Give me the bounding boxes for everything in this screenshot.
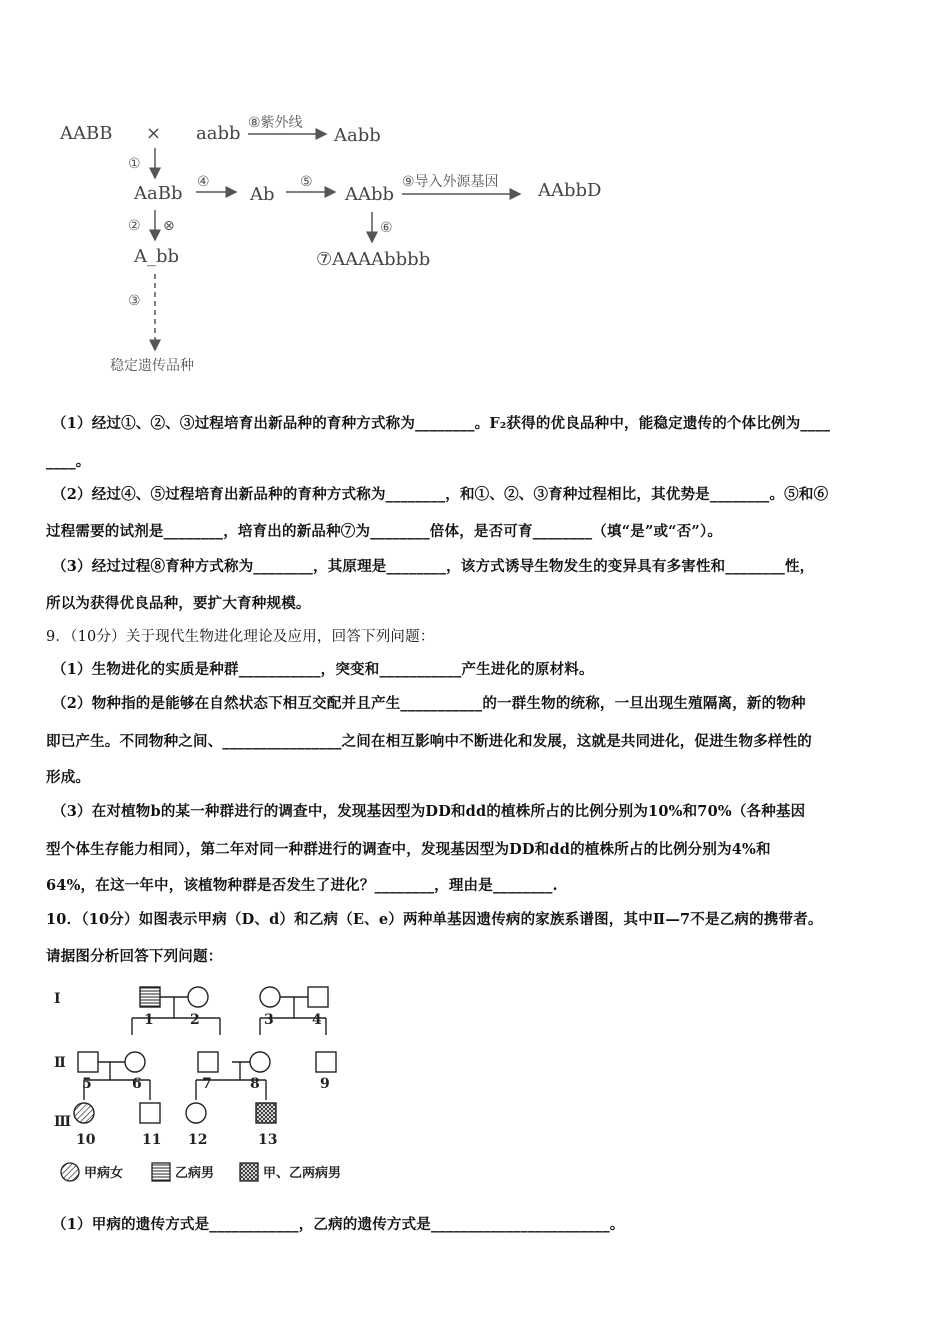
person-8-female: [250, 1052, 270, 1072]
person-6-female: [125, 1052, 145, 1072]
label-5: 5: [82, 1076, 92, 1092]
tetraploid-product: ⑦AAAAbbbb: [316, 249, 431, 270]
label-4: 4: [312, 1012, 322, 1028]
question-10-title: 10．（10分）如图表示甲病（D、d）和乙病（E、e）两种单基因遗传病的家族系谱图，其中Ⅱ—7不是乙病的携带者。: [46, 911, 823, 928]
q9-part3: （3）在对植物b的某一种群进行的调查中，发现基因型为DD和dd的植株所占的比例分别为10%和70%（各种基因: [52, 803, 806, 820]
legend-disease-b-male: 乙病男: [175, 1166, 215, 1181]
question-9-title: 9．（10分）关于现代生物进化理论及应用，回答下列问题：: [46, 629, 435, 645]
person-7-male: [198, 1052, 218, 1072]
cross-symbol: ×: [146, 123, 162, 144]
q9-part2-cont: 即已产生。不同物种之间、________________之间在相互影响中不断进化和发展，这就是共同进化，促进生物多样性的: [46, 733, 812, 750]
question-10-instruction: 请据图分析回答下列问题：: [46, 948, 223, 965]
label-10: 10: [76, 1132, 96, 1148]
label-1: 1: [144, 1012, 154, 1028]
q9-part3-cont: 型个体生存能力相同），第二年对同一种群进行的调查中，发现基因型为DD和dd的植株所占的比例分别为4%和: [46, 841, 771, 858]
step3-label: ③: [128, 293, 141, 309]
step1-label: ①: [128, 156, 141, 172]
offspring-a-bb: A_bb: [134, 246, 180, 267]
q8-part3: （3）经过过程⑧育种方式称为________，其原理是________，该方式诱导生物发生的变异具有多害性和________性，: [52, 558, 815, 575]
mutant-aabb: Aabb: [334, 125, 381, 146]
generation-2-label: Ⅱ: [54, 1055, 66, 1071]
person-4-male: [308, 987, 328, 1007]
legend-disease-b-male-icon: [152, 1163, 170, 1181]
selfing-symbol: ⊗: [163, 218, 175, 234]
diploid-aabb: AAbb: [345, 184, 395, 205]
parent-aabb-recessive: aabb: [196, 123, 241, 144]
person-2-female: [188, 987, 208, 1007]
generation-3-label: Ⅲ: [54, 1114, 72, 1130]
step4-label: ④: [197, 174, 210, 190]
f1-aabb: AaBb: [134, 183, 183, 204]
label-2: 2: [190, 1012, 200, 1028]
label-7: 7: [202, 1076, 212, 1092]
q8-part1: （1）经过①、②、③过程培育出新品种的育种方式称为________。F₂获得的优良品种中，能稳定遗传的个体比例为____: [52, 415, 831, 432]
q8-part2-cont: 过程需要的试剂是________，培育出的新品种⑦为________倍体，是否可育________（填“是”或“否”）。: [46, 523, 723, 540]
q8-part3-cont: 所以为获得优良品种，要扩大育种规模。: [46, 595, 311, 612]
q8-part2: （2）经过④、⑤过程培育出新品种的育种方式称为________，和①、②、③育种过程相比，其优势是________。⑤和⑥: [52, 486, 829, 503]
pedigree-chart: [40, 975, 380, 1195]
q9-part2-end: 形成。: [46, 769, 91, 786]
legend-both-diseases-male: 甲、乙两病男: [263, 1166, 342, 1181]
legend-disease-a-female-icon: [61, 1163, 79, 1181]
label-9: 9: [320, 1076, 330, 1092]
parent-aabb-dominant: AABB: [60, 123, 113, 144]
transgenic-aabbd: AAbbD: [538, 180, 602, 201]
step6-label: ⑥: [380, 220, 393, 236]
person-11-male: [140, 1103, 160, 1123]
breeding-diagram: [0, 100, 640, 390]
step2-label: ②: [128, 218, 141, 234]
legend-both-diseases-male-icon: [240, 1163, 258, 1181]
label-8: 8: [250, 1076, 260, 1092]
person-12-female: [186, 1103, 206, 1123]
haploid-ab: Ab: [250, 184, 275, 205]
label-12: 12: [188, 1132, 208, 1148]
step5-label: ⑤: [300, 174, 313, 190]
generation-1-label: Ⅰ: [54, 991, 61, 1007]
label-6: 6: [132, 1076, 142, 1092]
q9-part1: （1）生物进化的实质是种群___________，突变和___________产生进化的原材料。: [52, 661, 594, 678]
q9-part3-end: 64%，在这一年中，该植物种群是否发生了进化？________，理由是________.: [46, 877, 558, 894]
step9-label: ⑨导入外源基因: [402, 174, 499, 190]
person-3-female: [260, 987, 280, 1007]
legend-disease-a-female: 甲病女: [84, 1166, 124, 1181]
label-3: 3: [264, 1012, 274, 1028]
person-13-affected-male-ab: [256, 1103, 276, 1123]
q9-part2: （2）物种指的是能够在自然状态下相互交配并且产生___________的一群生物的统称，一旦出现生殖隔离，新的物种: [52, 695, 806, 712]
stable-variety: 稳定遗传品种: [110, 358, 194, 374]
step8-label: ⑧紫外线: [248, 115, 303, 131]
person-10-affected-female-a: [74, 1103, 94, 1123]
q10-part1: （1）甲病的遗传方式是____________，乙病的遗传方式是________________________。: [52, 1216, 625, 1233]
person-9-male: [316, 1052, 336, 1072]
label-11: 11: [142, 1132, 162, 1148]
label-13: 13: [258, 1132, 278, 1148]
person-5-male: [78, 1052, 98, 1072]
q8-part1-cont: ____。: [46, 453, 91, 470]
person-1-affected-male-b: [140, 987, 160, 1007]
